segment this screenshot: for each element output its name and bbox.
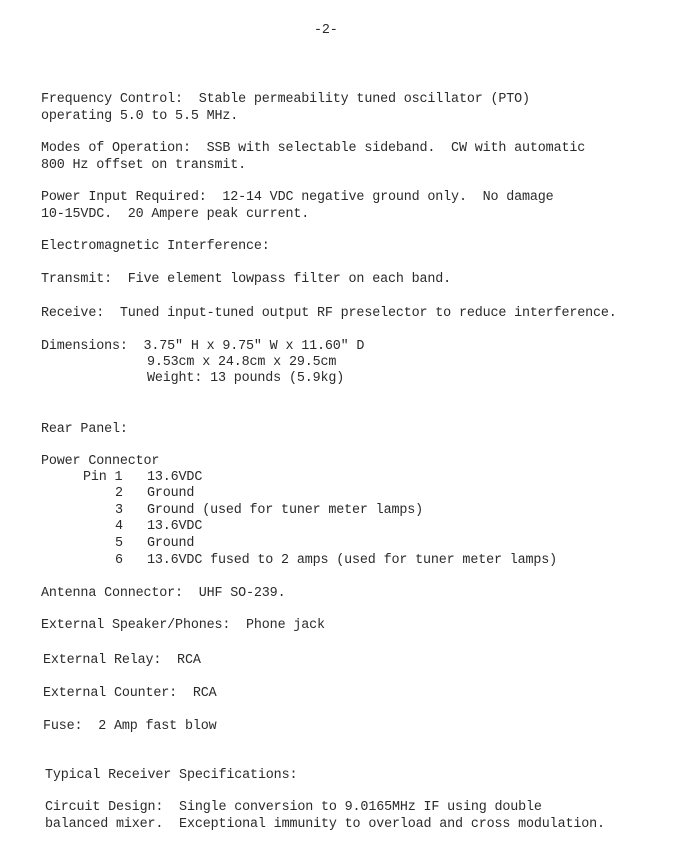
receive-spec: Receive: Tuned input-tuned output RF preselector to reduce interference. [41,306,617,321]
external-counter-spec: External Counter: RCA [43,686,217,701]
rear-panel-heading: Rear Panel: [41,422,128,437]
pin-description: 13.6VDC fused to 2 amps (used for tuner meter lamps) [147,553,558,568]
pin-label: 3 [115,503,123,518]
frequency-control-line2: operating 5.0 to 5.5 MHz. [41,109,239,124]
pin-description: Ground (used for tuner meter lamps) [147,503,423,518]
weight-line: Weight: 13 pounds (5.9kg) [147,371,345,386]
power-input-line1: Power Input Required: 12-14 VDC negative ground only. No damage [41,190,554,205]
circuit-design-line1: Circuit Design: Single conversion to 9.0165MHz IF using double [45,800,542,815]
modes-of-operation-line1: Modes of Operation: SSB with selectable sideband. CW with automatic [41,141,586,156]
pin-description: 13.6VDC [147,519,203,534]
transmit-spec: Transmit: Five element lowpass filter on each band. [41,272,452,287]
modes-of-operation-line2: 800 Hz offset on transmit. [41,158,247,173]
circuit-design-line2: balanced mixer. Exceptional immunity to overload and cross modulation. [45,817,605,832]
receiver-specs-heading: Typical Receiver Specifications: [45,768,298,783]
page-number: -2- [314,23,338,38]
external-speaker-spec: External Speaker/Phones: Phone jack [41,618,325,633]
antenna-connector-spec: Antenna Connector: UHF SO-239. [41,586,286,601]
pin-description: Ground [147,486,195,501]
external-relay-spec: External Relay: RCA [43,653,201,668]
dimensions-line2: 9.53cm x 24.8cm x 29.5cm [147,355,337,370]
dimensions-line1: Dimensions: 3.75" H x 9.75" W x 11.60" D [41,339,365,354]
pin-label: 2 [115,486,123,501]
pin-label: Pin 1 [83,470,123,485]
emi-heading: Electromagnetic Interference: [41,239,270,254]
pin-description: 13.6VDC [147,470,203,485]
fuse-spec: Fuse: 2 Amp fast blow [43,719,217,734]
pin-description: Ground [147,536,195,551]
power-connector-heading: Power Connector [41,454,160,469]
pin-label: 5 [115,536,123,551]
frequency-control-line1: Frequency Control: Stable permeability tuned oscillator (PTO) [41,92,530,107]
pin-label: 4 [115,519,123,534]
pin-label: 6 [115,553,123,568]
power-input-line2: 10-15VDC. 20 Ampere peak current. [41,207,310,222]
